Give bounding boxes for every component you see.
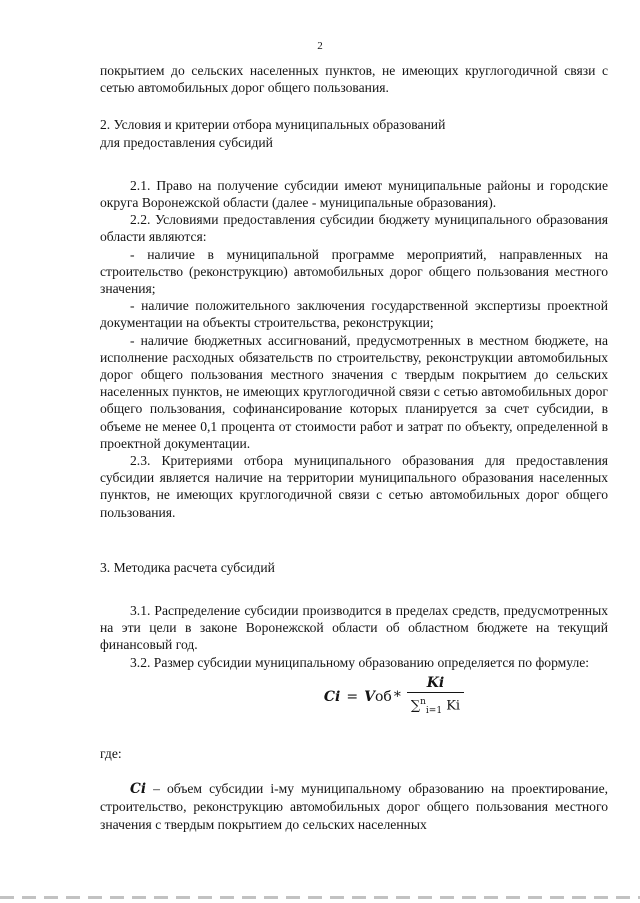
page-number: 2 bbox=[317, 40, 323, 52]
formula-sum-lower: i=1 bbox=[425, 706, 443, 717]
formula-times: * bbox=[393, 689, 401, 706]
scan-bottom-edge bbox=[0, 896, 640, 899]
where-label: где: bbox=[100, 745, 122, 761]
paragraph-2-2: 2.2. Условиями предоставления субсидии бюджету муниципального образования области являются: bbox=[100, 212, 608, 245]
paragraph-ci-definition bbox=[100, 780, 608, 833]
condition-item-3: - наличие бюджетных ассигнований, предусмотренных в местном бюджете, на исполнение расходных обязательств по строительству, реконструкции автомобильных дорог общего пользования местного значения с твердым покрытием до сельских населенных пунктов, не имеющих круглогодичной связи с сетью автомобильных дорог общего пользования, софинансирование которых планируется за счет субсидии, в объеме не менее 0,1 процента от стоимости работ и затрат по объекту, определенной в проектной документации. bbox=[100, 332, 608, 451]
formula-v-sub: об bbox=[374, 689, 392, 706]
paragraph-intro: покрытием до сельских населенных пунктов, не имеющих круглогодичной связи с сетью автомобильных дорог общего пользования. bbox=[100, 63, 608, 96]
formula-sum-sign: ∑ bbox=[410, 698, 421, 714]
subsidy-formula bbox=[180, 673, 608, 723]
formula-equals: = bbox=[346, 689, 359, 706]
formula-denominator bbox=[407, 692, 464, 720]
paragraph-2-1: 2.1. Право на получение субсидии имеют муниципальные районы и городские округа Воронежской области (далее - муниципальные образования). bbox=[100, 177, 608, 211]
formula-fraction bbox=[407, 675, 464, 720]
formula-v: V bbox=[364, 689, 375, 706]
document-body bbox=[100, 62, 608, 833]
ci-term: Ci bbox=[130, 781, 146, 798]
section-2-heading-line1: 2. Условия и критерии отбора муниципальных образований bbox=[100, 117, 446, 133]
formula-den-term: Ki bbox=[446, 698, 461, 714]
formula-numerator: Ki bbox=[426, 675, 445, 692]
paragraph-3-1: 3.1. Распределение субсидии производится в пределах средств, предусмотренных на эти цели в законе Воронежской области об областном бюджете на текущий финансовый год. bbox=[100, 603, 608, 653]
formula-sum-upper: n bbox=[420, 697, 426, 708]
section-3-heading: 3. Методика расчета субсидий bbox=[100, 559, 275, 575]
condition-item-2: - наличие положительного заключения государственной экспертизы проектной документации на объекты строительства, реконструкции; bbox=[100, 298, 608, 331]
condition-item-1: - наличие в муниципальной программе мероприятий, направленных на строительство (реконструкцию) автомобильных дорог общего пользования местного значения; bbox=[100, 246, 608, 297]
formula-lhs: Ci bbox=[323, 689, 341, 706]
paragraph-3-2: 3.2. Размер субсидии муниципальному образованию определяется по формуле: bbox=[130, 654, 590, 670]
section-2-heading-line2: для предоставления субсидий bbox=[100, 134, 273, 150]
paragraph-2-3: 2.3. Критериями отбора муниципального образования для предоставления субсидии является наличие на территории муниципального образования населенных пунктов, не имеющих круглогодичной связи с сетью автомобильных дорог общего пользования. bbox=[100, 453, 608, 520]
ci-definition-text: – объем субсидии i-му муниципальному образованию на проектирование, строительство, реконструкцию автомобильных дорог общего пользования местного значения с твердым покрытием до сельских населенных bbox=[100, 781, 608, 832]
